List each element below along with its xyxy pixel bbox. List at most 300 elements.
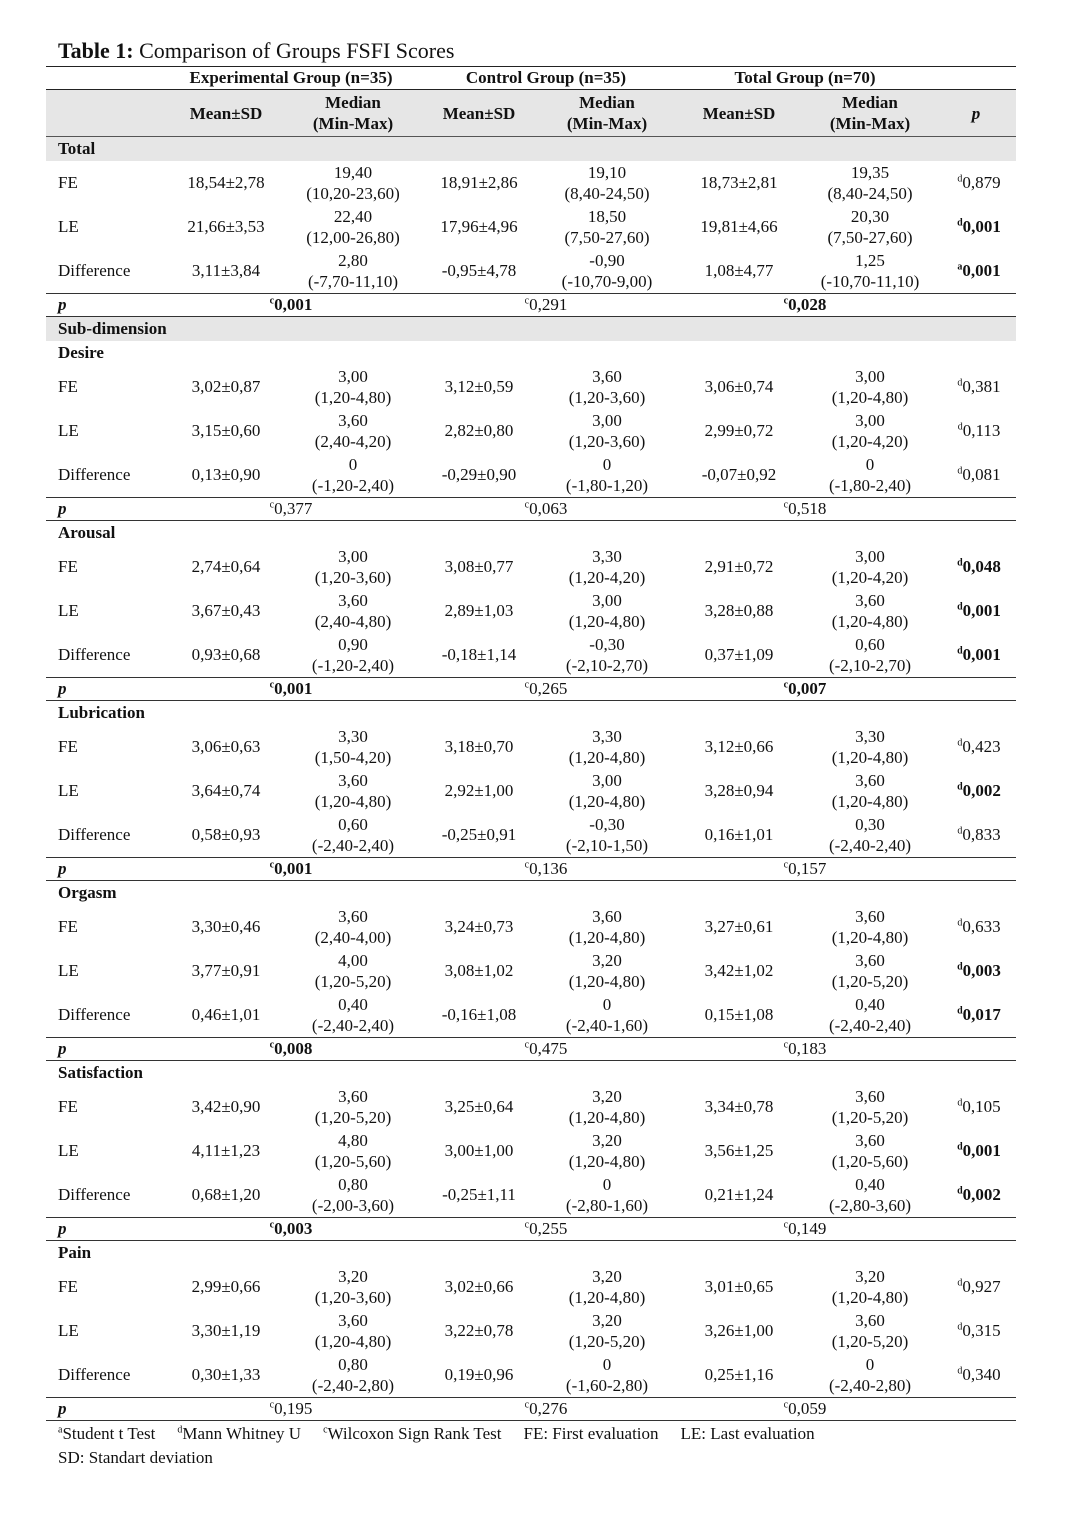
superscript-marker: d <box>957 217 963 229</box>
p-value: 0,001 <box>274 679 313 698</box>
row-label: LE <box>58 1321 79 1340</box>
superscript-marker: c <box>524 1039 530 1051</box>
t-median-cell <box>804 725 936 769</box>
total-mean-cell: 3,56±1,25 <box>704 1141 774 1160</box>
median-value: 3,30 <box>592 547 622 566</box>
e-median-cell <box>288 365 418 409</box>
exp-mean-cell: 18,54±2,78 <box>187 173 265 192</box>
p-value: 0,003 <box>962 961 1001 980</box>
footnote-marker: c <box>323 1424 328 1436</box>
ctrl-p-value <box>418 858 674 881</box>
p-value: 0,183 <box>788 1039 827 1058</box>
table-row <box>46 813 1016 858</box>
p-value: 0,001 <box>962 645 1001 664</box>
p-value: 0,157 <box>788 859 827 878</box>
total-mean-cell: 0,25±1,16 <box>674 1353 804 1398</box>
median-value: 3,20 <box>592 1131 622 1150</box>
p-value: 0,255 <box>529 1219 568 1238</box>
p-value-cell <box>936 993 1016 1038</box>
exp-mean-cell: 3,15±0,60 <box>191 421 261 440</box>
subdimension-name: Satisfaction <box>58 1063 143 1082</box>
p-value: 0,423 <box>962 737 1001 756</box>
exp-mean-cell: 0,58±0,93 <box>164 813 288 858</box>
exp-p-value <box>164 1398 418 1421</box>
median-value: 3,00 <box>592 411 622 430</box>
median-range: (1,20-5,20) <box>314 1108 392 1127</box>
ctrl-mean-cell: 2,82±0,80 <box>444 421 514 440</box>
table-row <box>46 1353 1016 1398</box>
t-median-cell <box>804 769 936 813</box>
total-mean-cell: 2,99±0,72 <box>704 421 774 440</box>
p-value-cell <box>936 453 1016 498</box>
p-value: 0,340 <box>962 1365 1001 1384</box>
total-mean-cell: 19,81±4,66 <box>700 217 778 236</box>
ctrl-mean-cell: -0,25±1,11 <box>418 1173 540 1218</box>
p-value-cell <box>936 589 1016 633</box>
median-range: (1,20-4,20) <box>568 568 646 587</box>
t-median-cell <box>804 949 936 993</box>
ctrl-mean-cell: 0,19±0,96 <box>418 1353 540 1398</box>
p-value: 0,002 <box>962 781 1001 800</box>
e-median-cell <box>288 1353 418 1398</box>
p-value: 0,833 <box>962 825 1001 844</box>
exp-p-value <box>164 498 418 521</box>
table-row <box>46 1173 1016 1218</box>
section-title: Sub-dimension <box>46 317 1016 342</box>
median-value: 0 <box>602 995 612 1014</box>
p-label: p <box>46 1398 164 1421</box>
total-mean-cell: 3,28±0,94 <box>704 781 774 800</box>
median-value: 3,20 <box>592 1267 622 1286</box>
exp-mean-cell: 0,30±1,33 <box>164 1353 288 1398</box>
exp-p-value <box>164 294 418 317</box>
col-median: Median (Min-Max) <box>288 90 418 137</box>
total-p-value <box>674 1218 936 1241</box>
ctrl-mean-cell: 2,92±1,00 <box>444 781 514 800</box>
total-p-value <box>674 1038 936 1061</box>
p-value-cell <box>936 545 1016 589</box>
superscript-marker: c <box>783 1219 789 1231</box>
median-range: (-1,60-2,80) <box>565 1376 649 1395</box>
median-range: (-2,10-1,50) <box>565 836 649 855</box>
median-range: (1,20-4,80) <box>831 388 909 407</box>
p-label: p <box>46 294 164 317</box>
c-median-cell <box>540 161 674 205</box>
footnotes <box>58 1423 1016 1445</box>
p-value: 0,007 <box>788 679 827 698</box>
median-range: (1,20-5,20) <box>314 972 392 991</box>
e-median-cell <box>288 453 418 498</box>
median-value: 18,50 <box>587 207 627 226</box>
superscript-marker: c <box>783 499 789 511</box>
table-row <box>46 409 1016 453</box>
c-median-cell <box>540 365 674 409</box>
superscript-marker: c <box>269 295 275 307</box>
total-mean-cell: 3,28±0,88 <box>704 601 774 620</box>
footnote-marker: a <box>58 1424 63 1436</box>
median-range: (2,40-4,20) <box>314 432 392 451</box>
ctrl-p-value <box>418 678 674 701</box>
row-label: FE <box>58 1097 78 1116</box>
median-value: -0,30 <box>589 815 625 834</box>
median-range: (2,40-4,00) <box>314 928 392 947</box>
median-value: 3,60 <box>855 907 885 926</box>
subdimension-header <box>46 341 1016 365</box>
t-median-cell <box>804 1265 936 1309</box>
ctrl-mean-cell: 3,12±0,59 <box>444 377 514 396</box>
superscript-marker: d <box>957 737 963 749</box>
ctrl-mean-cell: 3,02±0,66 <box>444 1277 514 1296</box>
table-row <box>46 1085 1016 1129</box>
superscript-marker: d <box>957 1321 963 1333</box>
median-range: (7,50-27,60) <box>564 228 650 247</box>
empty-cell <box>936 1038 1016 1061</box>
superscript-marker: a <box>957 261 963 273</box>
ctrl-mean-cell: 3,25±0,64 <box>444 1097 514 1116</box>
table-row <box>46 769 1016 813</box>
median-range: (1,20-5,60) <box>831 1152 909 1171</box>
median-range: (-1,80-2,40) <box>828 476 912 495</box>
median-value: 3,00 <box>855 547 885 566</box>
median-value: 3,00 <box>592 771 622 790</box>
empty-cell <box>936 1398 1016 1421</box>
superscript-marker: d <box>957 173 963 185</box>
median-value: 0 <box>865 455 875 474</box>
row-label: FE <box>58 1277 78 1296</box>
t-median-cell <box>804 1085 936 1129</box>
exp-mean-cell: 3,11±3,84 <box>164 249 288 294</box>
p-value: 0,028 <box>788 295 827 314</box>
median-range: (8,40-24,50) <box>564 184 650 203</box>
subdimension-header <box>46 1241 1016 1266</box>
e-median-cell <box>288 633 418 678</box>
median-value: 0,80 <box>338 1355 368 1374</box>
row-label: FE <box>58 377 78 396</box>
superscript-marker: c <box>269 499 275 511</box>
median-value: 0 <box>602 455 612 474</box>
median-value: 3,00 <box>855 367 885 386</box>
median-range: (12,00-26,80) <box>306 228 400 247</box>
p-label: p <box>46 1218 164 1241</box>
p-value-cell <box>936 905 1016 949</box>
e-median-cell <box>288 769 418 813</box>
exp-mean-cell: 4,11±1,23 <box>191 1141 261 1160</box>
p-value: 0,063 <box>529 499 568 518</box>
p-value: 0,136 <box>529 859 568 878</box>
total-p-value <box>674 1398 936 1421</box>
exp-mean-cell: 0,46±1,01 <box>164 993 288 1038</box>
ctrl-mean-cell: 3,08±1,02 <box>444 961 514 980</box>
total-mean-cell: 0,16±1,01 <box>674 813 804 858</box>
median-value: 3,20 <box>592 1311 622 1330</box>
superscript-marker: c <box>269 859 275 871</box>
c-median-cell <box>540 1353 674 1398</box>
median-range: (1,20-4,80) <box>314 792 392 811</box>
superscript-marker: c <box>783 1039 789 1051</box>
table-row <box>46 725 1016 769</box>
median-range: (-2,40-2,40) <box>828 1016 912 1035</box>
c-median-cell <box>540 1085 674 1129</box>
total-mean-cell: 3,27±0,61 <box>704 917 774 936</box>
group-control: Control Group (n=35) <box>418 67 674 90</box>
table-row <box>46 1129 1016 1173</box>
median-value: 3,60 <box>855 771 885 790</box>
median-value: 3,60 <box>855 1131 885 1150</box>
median-value: 3,20 <box>592 951 622 970</box>
group-total: Total Group (n=70) <box>674 67 936 90</box>
p-value-row <box>46 1218 1016 1241</box>
total-mean-cell: 3,12±0,66 <box>704 737 774 756</box>
e-median-cell <box>288 1085 418 1129</box>
p-value-row <box>46 678 1016 701</box>
p-value: 0,475 <box>529 1039 568 1058</box>
c-median-cell <box>540 1129 674 1173</box>
total-mean-cell: 3,26±1,00 <box>704 1321 774 1340</box>
median-range: (1,20-3,60) <box>314 1288 392 1307</box>
superscript-marker: c <box>783 1399 789 1411</box>
fsfi-comparison-table <box>46 66 1016 1421</box>
p-value-cell <box>936 365 1016 409</box>
total-p-value <box>674 294 936 317</box>
group-experimental: Experimental Group (n=35) <box>164 67 418 90</box>
median-value: 3,60 <box>338 411 368 430</box>
p-value: 0,927 <box>962 1277 1001 1296</box>
exp-mean-cell: 3,77±0,91 <box>191 961 261 980</box>
p-value: 0,001 <box>962 261 1001 280</box>
median-value: 3,30 <box>338 727 368 746</box>
p-value-cell <box>936 1173 1016 1218</box>
section-title: Total <box>46 137 1016 162</box>
table-row <box>46 249 1016 294</box>
ctrl-mean-cell: -0,29±0,90 <box>418 453 540 498</box>
table-row <box>46 161 1016 205</box>
exp-p-value <box>164 1038 418 1061</box>
median-value: 0,40 <box>338 995 368 1014</box>
superscript-marker: d <box>957 1185 963 1197</box>
t-median-cell <box>804 409 936 453</box>
total-mean-cell: 3,01±0,65 <box>704 1277 774 1296</box>
p-value: 0,381 <box>962 377 1001 396</box>
footnote-item <box>681 1423 815 1445</box>
p-value-row <box>46 1398 1016 1421</box>
col-mean-sd: Mean±SD <box>164 90 288 137</box>
p-value: 0,195 <box>274 1399 313 1418</box>
median-range: (1,20-4,20) <box>831 568 909 587</box>
median-value: -0,30 <box>589 635 625 654</box>
subdimension-name: Desire <box>58 343 104 362</box>
superscript-marker: d <box>957 781 963 793</box>
row-label: Difference <box>46 633 164 678</box>
median-range: (-2,80-3,60) <box>828 1196 912 1215</box>
median-value: 0,60 <box>338 815 368 834</box>
table-row <box>46 205 1016 249</box>
median-value: 3,60 <box>592 367 622 386</box>
median-value: 3,00 <box>855 411 885 430</box>
e-median-cell <box>288 725 418 769</box>
superscript-marker: d <box>957 557 963 569</box>
e-median-cell <box>288 1309 418 1353</box>
ctrl-mean-cell: 3,08±0,77 <box>444 557 514 576</box>
median-range: (-2,40-2,40) <box>828 836 912 855</box>
e-median-cell <box>288 1173 418 1218</box>
median-value: 0,40 <box>855 995 885 1014</box>
median-range: (10,20-23,60) <box>306 184 400 203</box>
total-mean-cell: 0,15±1,08 <box>674 993 804 1038</box>
c-median-cell <box>540 249 674 294</box>
t-median-cell <box>804 905 936 949</box>
empty-cell <box>936 678 1016 701</box>
p-value: 0,105 <box>962 1097 1001 1116</box>
median-range: (1,20-5,20) <box>831 1332 909 1351</box>
ctrl-p-value <box>418 498 674 521</box>
table-row <box>46 949 1016 993</box>
row-label: Difference <box>46 993 164 1038</box>
empty-cell <box>936 498 1016 521</box>
empty-cell <box>936 858 1016 881</box>
median-range: (1,20-5,20) <box>568 1332 646 1351</box>
t-median-cell <box>804 453 936 498</box>
median-value: 0,40 <box>855 1175 885 1194</box>
row-label: LE <box>58 217 79 236</box>
table-row <box>46 545 1016 589</box>
c-median-cell <box>540 725 674 769</box>
c-median-cell <box>540 205 674 249</box>
footnote-item <box>323 1423 501 1445</box>
median-range: (-2,40-2,40) <box>311 1016 395 1035</box>
exp-p-value <box>164 858 418 881</box>
p-label: p <box>46 678 164 701</box>
median-range: (1,20-3,60) <box>568 432 646 451</box>
e-median-cell <box>288 993 418 1038</box>
p-value: 0,003 <box>274 1219 313 1238</box>
median-range: (1,20-5,20) <box>831 1108 909 1127</box>
row-label: LE <box>58 961 79 980</box>
subdimension-header <box>46 521 1016 546</box>
row-label: Difference <box>46 1353 164 1398</box>
median-value: 3,60 <box>338 1087 368 1106</box>
median-value: 3,00 <box>592 591 622 610</box>
subdimension-name: Arousal <box>58 523 116 542</box>
superscript-marker: d <box>957 645 963 657</box>
table-title <box>58 38 1016 64</box>
exp-p-value <box>164 678 418 701</box>
median-range: (1,20-4,80) <box>568 1288 646 1307</box>
c-median-cell <box>540 905 674 949</box>
footnote-marker: d <box>177 1424 183 1436</box>
footnote-text: Mann Whitney U <box>182 1424 302 1443</box>
c-median-cell <box>540 1265 674 1309</box>
t-median-cell <box>804 1309 936 1353</box>
median-value: 3,60 <box>338 771 368 790</box>
p-value-cell <box>936 161 1016 205</box>
c-median-cell <box>540 633 674 678</box>
column-header-row <box>46 90 1016 137</box>
median-range: (-2,40-1,60) <box>565 1016 649 1035</box>
exp-mean-cell: 3,64±0,74 <box>191 781 261 800</box>
p-value-cell <box>936 725 1016 769</box>
table-container <box>46 38 1016 1469</box>
median-range: (1,20-4,20) <box>831 432 909 451</box>
t-median-cell <box>804 589 936 633</box>
exp-p-value <box>164 1218 418 1241</box>
t-median-cell <box>804 993 936 1038</box>
median-value: 4,00 <box>338 951 368 970</box>
median-range: (-2,40-2,40) <box>311 836 395 855</box>
p-value: 0,149 <box>788 1219 827 1238</box>
subdimension-header <box>46 1061 1016 1086</box>
superscript-marker: d <box>957 825 963 837</box>
exp-mean-cell: 3,42±0,90 <box>191 1097 261 1116</box>
superscript-marker: c <box>524 1399 530 1411</box>
exp-mean-cell: 2,99±0,66 <box>191 1277 261 1296</box>
median-value: 3,60 <box>855 951 885 970</box>
table-row <box>46 589 1016 633</box>
median-value: -0,90 <box>589 251 625 270</box>
median-range: (-2,40-2,80) <box>828 1376 912 1395</box>
median-range: (-1,20-2,40) <box>311 476 395 495</box>
p-value: 0,048 <box>962 557 1001 576</box>
t-median-cell <box>804 633 936 678</box>
superscript-marker: c <box>783 679 789 691</box>
empty-cell <box>936 1218 1016 1241</box>
exp-mean-cell: 3,67±0,43 <box>191 601 261 620</box>
superscript-marker: d <box>957 1365 963 1377</box>
row-label: LE <box>58 781 79 800</box>
p-value-cell <box>936 769 1016 813</box>
table-title-bold: Table 1: <box>58 38 134 63</box>
c-median-cell <box>540 453 674 498</box>
col-median: Median (Min-Max) <box>804 90 936 137</box>
median-range: (2,40-4,80) <box>314 612 392 631</box>
p-value-cell <box>936 1353 1016 1398</box>
median-value: 3,60 <box>855 1087 885 1106</box>
median-range: (-10,70-9,00) <box>561 272 653 291</box>
total-mean-cell: 3,34±0,78 <box>704 1097 774 1116</box>
c-median-cell <box>540 589 674 633</box>
p-label: p <box>46 858 164 881</box>
median-value: 20,30 <box>850 207 890 226</box>
ctrl-mean-cell: 17,96±4,96 <box>440 217 518 236</box>
p-value-cell <box>936 249 1016 294</box>
median-range: (-10,70-11,10) <box>820 272 920 291</box>
c-median-cell <box>540 949 674 993</box>
median-range: (1,20-4,80) <box>568 1152 646 1171</box>
median-value: 3,00 <box>338 367 368 386</box>
superscript-marker: c <box>524 295 530 307</box>
p-value: 0,017 <box>962 1005 1001 1024</box>
superscript-marker: c <box>524 1219 530 1231</box>
median-value: 0,80 <box>338 1175 368 1194</box>
footnote-sd: SD: Standart deviation <box>58 1448 213 1467</box>
row-label: Difference <box>46 813 164 858</box>
row-label: LE <box>58 1141 79 1160</box>
total-mean-cell: -0,07±0,92 <box>674 453 804 498</box>
total-mean-cell: 2,91±0,72 <box>704 557 774 576</box>
median-value: 3,20 <box>338 1267 368 1286</box>
col-mean-sd: Mean±SD <box>418 90 540 137</box>
median-value: 2,80 <box>338 251 368 270</box>
median-value: 3,60 <box>592 907 622 926</box>
row-label: Difference <box>46 1173 164 1218</box>
exp-mean-cell: 2,74±0,64 <box>191 557 261 576</box>
p-value-row <box>46 294 1016 317</box>
total-mean-cell: 18,73±2,81 <box>700 173 778 192</box>
row-label: Difference <box>46 249 164 294</box>
median-value: 3,60 <box>338 591 368 610</box>
superscript-marker: d <box>957 917 963 929</box>
exp-mean-cell: 3,06±0,63 <box>191 737 261 756</box>
median-range: (1,20-4,80) <box>568 972 646 991</box>
